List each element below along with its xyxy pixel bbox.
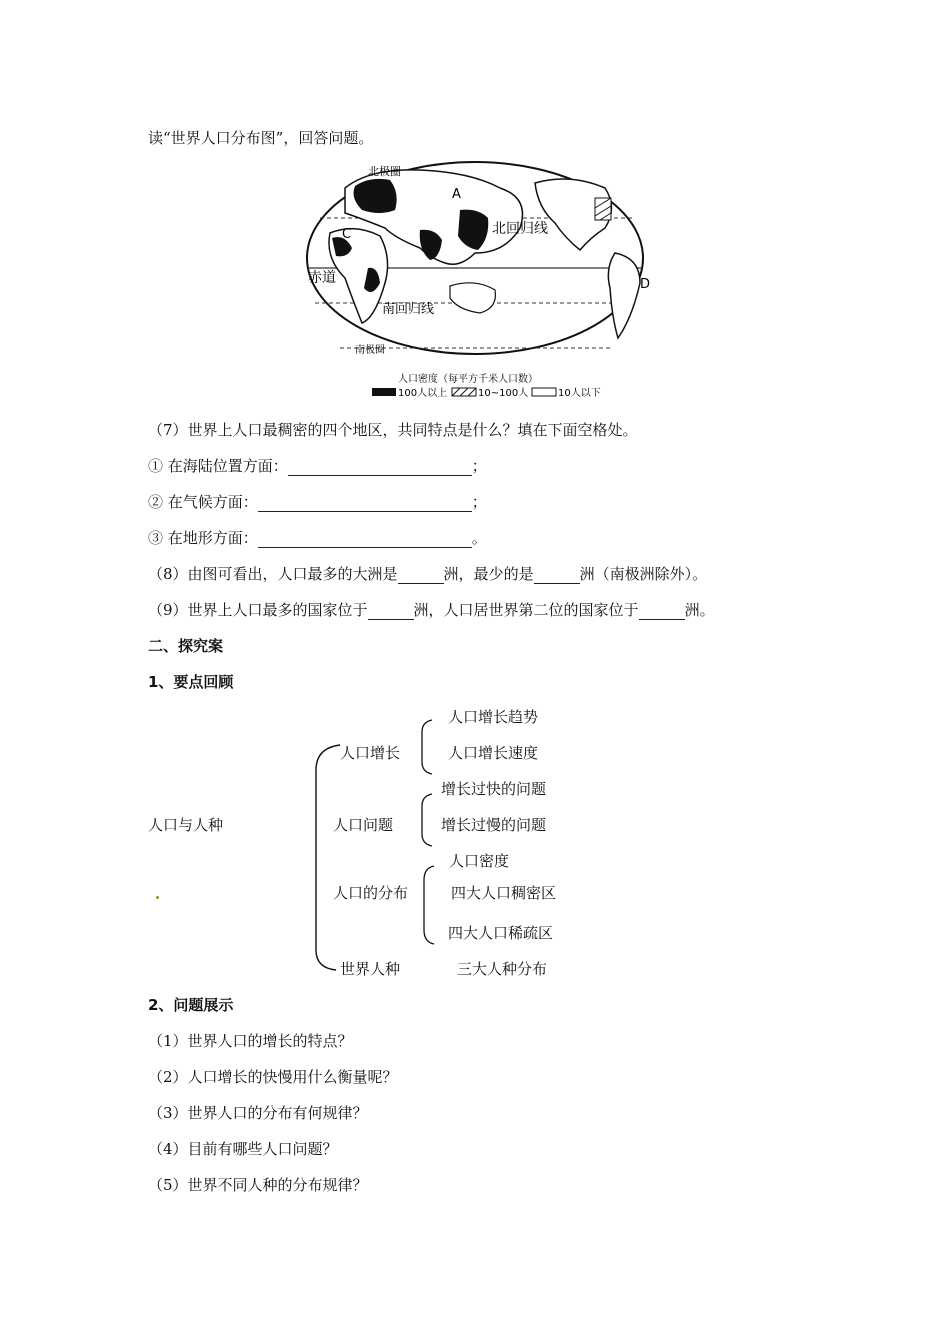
q7-item-3-label: ③ 在地形方面： bbox=[148, 529, 258, 547]
q9-part-a: （9）世界上人口最多的国家位于 bbox=[148, 601, 368, 619]
question-item: （3）世界人口的分布有何规律？ bbox=[148, 1104, 368, 1122]
q8-part-d: 洲（南极洲除外）。 bbox=[579, 565, 708, 583]
tree-root: 人口与人种 bbox=[148, 816, 224, 834]
answer-blank[interactable] bbox=[368, 604, 414, 620]
q7-item-2 bbox=[148, 492, 487, 512]
label-region-a: A bbox=[452, 187, 461, 202]
label-region-b: B bbox=[425, 219, 434, 234]
legend-low: 10人以下 bbox=[558, 388, 601, 399]
subsection-heading: 2、问题展示 bbox=[148, 996, 234, 1014]
answer-blank[interactable] bbox=[534, 568, 580, 584]
tree-branch: 人口问题 bbox=[333, 816, 394, 834]
legend-high: 100人以上 bbox=[398, 388, 448, 399]
question-item: （4）目前有哪些人口问题？ bbox=[148, 1140, 338, 1158]
q8-part-b: 洲，最少 bbox=[443, 565, 504, 583]
q8-text bbox=[148, 564, 707, 584]
label-tropic-cancer: 北回归线 bbox=[492, 221, 548, 237]
legend-title: 人口密度（每平方千米人口数） bbox=[398, 374, 538, 385]
question-item: （2）人口增长的快慢用什么衡量呢？ bbox=[148, 1068, 398, 1086]
q7-item-2-label: ② 在气候方面： bbox=[148, 493, 258, 511]
map-svg bbox=[300, 158, 650, 403]
answer-blank[interactable] bbox=[398, 568, 444, 584]
legend-mid: 10~100人 bbox=[478, 388, 529, 399]
label-region-c: C bbox=[342, 227, 352, 242]
q7-item-1-end: ； bbox=[471, 457, 487, 475]
label-region-d: D bbox=[640, 277, 650, 292]
label-antarctic-circle: 南极圈 bbox=[355, 345, 385, 356]
q7-text: （7）世界上人口最稠密的四个地区，共同特点是什么？填在下面空格处。 bbox=[148, 421, 638, 439]
tree-leaf: 四大人口稠密区 bbox=[451, 884, 557, 902]
tree-leaf: 人口密度 bbox=[449, 852, 510, 870]
question-item: （1）世界人口的增长的特点？ bbox=[148, 1032, 353, 1050]
q8-part-c: 的是 bbox=[503, 565, 534, 583]
q9-text bbox=[148, 600, 715, 620]
answer-blank[interactable] bbox=[288, 460, 472, 476]
label-equator: 赤道 bbox=[308, 270, 336, 286]
tree-leaf: 增长过慢的问题 bbox=[441, 816, 547, 834]
answer-blank[interactable] bbox=[639, 604, 685, 620]
tree-leaf: 三大人种分布 bbox=[457, 960, 548, 978]
label-tropic-capricorn: 南回归线 bbox=[382, 302, 435, 317]
q7-item-3-end: 。 bbox=[471, 529, 487, 547]
q7-item-3 bbox=[148, 528, 487, 548]
tree-leaf: 人口增长趋势 bbox=[448, 708, 539, 726]
tree-branch: 世界人种 bbox=[340, 960, 401, 978]
tree-leaf: 人口增长速度 bbox=[448, 744, 539, 762]
answer-blank[interactable] bbox=[258, 496, 472, 512]
label-region-e: E bbox=[345, 187, 354, 202]
tree-leaf: 四大人口稀疏区 bbox=[448, 924, 554, 942]
subsection-heading: 1、要点回顾 bbox=[148, 673, 234, 691]
tree-leaf: 增长过快的问题 bbox=[441, 780, 547, 798]
q7-item-1 bbox=[148, 456, 487, 476]
stray-dot bbox=[156, 896, 159, 899]
q9-part-b: 洲，人口居世界第二位的国家位于 bbox=[413, 601, 639, 619]
tree-branch: 人口的分布 bbox=[333, 884, 409, 902]
section-heading: 二、探究案 bbox=[148, 637, 224, 655]
q8-part-a: （8）由图可看出，人口最多的大洲是 bbox=[148, 565, 398, 583]
q9-part-c: 洲。 bbox=[684, 601, 715, 619]
world-population-map bbox=[300, 158, 650, 403]
tree-branch: 人口增长 bbox=[340, 744, 401, 762]
intro-text: 读“世界人口分布图”，回答问题。 bbox=[148, 129, 374, 147]
label-arctic-circle: 北极圈 bbox=[368, 165, 401, 178]
q7-item-2-end: ； bbox=[471, 493, 487, 511]
answer-blank[interactable] bbox=[258, 532, 472, 548]
q7-item-1-label: ① 在海陆位置方面： bbox=[148, 457, 288, 475]
question-item: （5）世界不同人种的分布规律？ bbox=[148, 1176, 368, 1194]
